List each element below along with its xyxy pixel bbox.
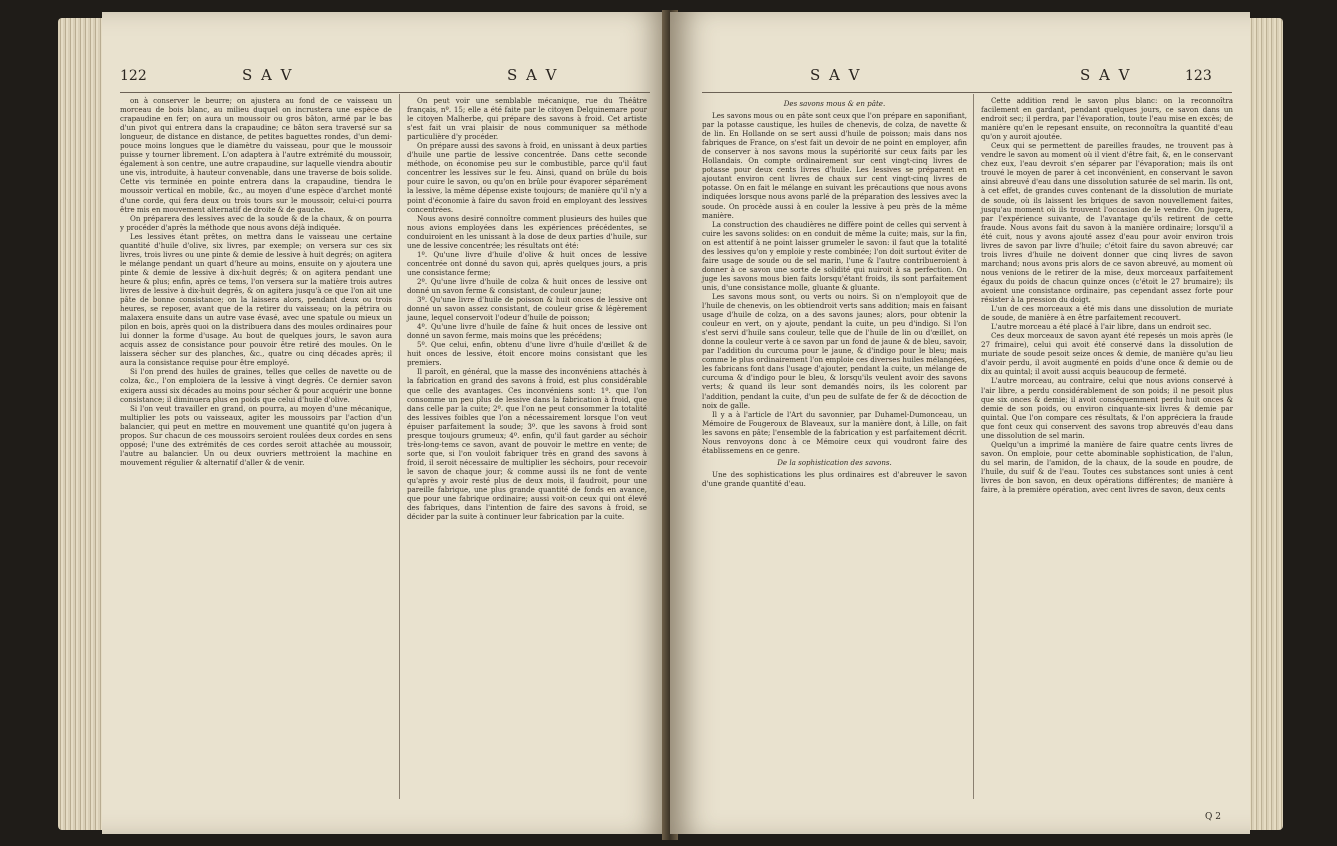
right-page: [670, 12, 1250, 834]
paragraph: On peut voir une semblable mécanique, rue du Théâtre français, nº. 15; elle a été faite par le citoyen Delquinemare pour le citoyen Malherbe, qui prépare des savons à froid. Cet artiste s'est fait un vrai plaisir de nous communiquer sa méthode particulière d'y procéder.: [407, 96, 647, 142]
text-column: [702, 96, 967, 488]
running-head: S A V: [1080, 66, 1132, 84]
paragraph: Il paroît, en général, que la masse des inconvéniens attachés à la fabrication en grand des savons à froid, est plus considérable que celle des avantages. Ces inconvéniens sont: 1º. que l'on consomme un peu plus de lessive dans la fabrication à froid, que dans celle par la cuite; 2º. que l'on ne peut consommer la totalité des lessives foibles que l'on a nécessairement lorsque l'on veut épuiser parfaitement la soude; 3º. que les savons à froid sont presque toujours grumeux; 4º. enfin, qu'il faut garder au séchoir très-long-tems ce savon, avant de pouvoir le mettre en vente; de sorte que, si l'on vouloit fabriquer très en grand des savons à froid, il seroit nécessaire de multiplier les séchoirs, pour recevoir le savon de chaque jour; & comme aussi ils ne font de vente qu'après y avoir resté plus de deux mois, il faudroit, pour une pareille fabrique, une plus grande quantité de fonds en avance, que pour une fabrique ordinaire; aussi voit-on ceux qui ont élevé des fabriques, dans l'intention de faire des savons à froid, se décider par la suite à continuer leur fabrication par la cuite.: [407, 367, 647, 522]
left-page: [102, 12, 670, 834]
running-head: S A V: [507, 66, 559, 84]
paragraph: 4º. Qu'une livre d'huile de faîne & huit onces de lessive ont donné un savon ferme, mais moins que les précédens;: [407, 322, 647, 341]
paragraph: Nous avons desiré connoître comment plusieurs des huiles que nous avions employées dans les expériences précédentes, se conduiroient en les unissant à la dose de deux parties d'huile, sur une de lessive concentrée; les résultats ont été:: [407, 213, 647, 250]
section-heading: Des savons mous & en pâte.: [783, 99, 886, 108]
paragraph: on à conserver le beurre; on ajustera au fond de ce vaisseau un morceau de bois blanc, au milieu duquel on incrustera une espèce de crapaudine en fer; on aura un moussoir ou gros bâton, armé par le bas d'un pivot qui entrera dans la crapaudine; ce bâton sera traversé sur sa longueur, de distance en distance, de petites baguettes rondes, d'un demi-pouce moins longues que le diamètre du vaisseau, pour que le moussoir puisse y tourner librement. L'on adaptera à l'autre extrémité du moussoir, également à son centre, une autre crapaudine, sur laquelle viendra aboutir une vis, introduite, à hauteur convenable, dans une traverse de bois solide. Cette vis terminée en pointe entrera dans la crapaudine, tiendra le moussoir vertical en mobile, &c., au moyen d'une espèce d'archet monté d'une corde, qui fera deux ou trois tours sur le moussoir, celui-ci pourra être mis en mouvement alternatif de droite & de gauche.: [120, 96, 392, 214]
open-book: [58, 10, 1283, 840]
paragraph: 3º. Qu'une livre d'huile de poisson & huit onces de lessive ont donné un savon assez consistant, de couleur grise & légèrement jaune, lequel conservoit l'odeur d'huile de poisson;: [407, 295, 647, 323]
signature-mark: Q 2: [1205, 812, 1221, 822]
section-heading: De la sophistication des savons.: [777, 457, 892, 467]
header-rule: [702, 92, 1232, 93]
paragraph: 5º. Que celui, enfin, obtenu d'une livre d'huile d'œillet & de huit onces de lessive, étoit encore moins consistant que les premiers.: [407, 340, 647, 368]
running-head: S A V: [810, 66, 862, 84]
paragraph: Une des sophistications les plus ordinaires est d'abreuver le savon d'une grande quantité d'eau.: [702, 469, 967, 488]
page-number: 123: [1185, 68, 1212, 84]
text-column: [981, 96, 1233, 494]
page-number: 122: [120, 68, 147, 84]
paragraph: Cette addition rend le savon plus blanc: on la reconnoîtra facilement en gardant, pendant quelques jours, ce savon dans un endroit sec; il perdra, par l'évaporation, toute l'eau mise en excès; de manière qu'en le repesant ensuite, on reconnoîtra la quantité d'eau qu'on y auroit ajoutée.: [981, 96, 1233, 142]
paragraph: Si l'on veut travailler en grand, on pourra, au moyen d'une mécanique, multiplier les pots ou vaisseaux, agiter les moussoirs par l'action d'un balancier, qui peut en mettre en mouvement une quantité qu'on jugera à propos. Sur chacun de ces moussoirs seroient roulées deux cordes en sens opposé; l'une des extrémités de ces cordes seroit attachée au moussoir, l'autre au balancier. Un ou deux ouvriers mettroient la machine en mouvement régulier & alternatif d'aller & de venir.: [120, 403, 392, 467]
text-column: [120, 96, 392, 467]
paragraph: On prépare aussi des savons à froid, en unissant à deux parties d'huile une partie de lessive concentrée. Dans cette seconde méthode, on économise peu sur le combustible, parce qu'il faut concentrer les lessives sur le feu. Ainsi, quand on brûle du bois pour cuire le savon, ou qu'on en brûle pour évaporer séparément la lessive, la même dépense existe toujours; de manière qu'il n'y a point d'économie à faire du savon froid en employant des lessives concentrées.: [407, 141, 647, 214]
paragraph: Quelqu'un a imprimé la manière de faire quatre cents livres de savon. On emploie, pour cette abominable sophistication, de l'alun, du sel marin, de l'amidon, de la chaux, de la soude en poudre, de l'huile, du suif & de l'eau. Toutes ces substances sont unies à cent livres de bon savon, en deux opérations différentes; de manière à faire, à la première opération, avec cent livres de savon, deux cents: [981, 439, 1233, 495]
paragraph: Ces deux morceaux de savon ayant été repesés un mois après (le 27 frimaire), celui qui avoit été conservé dans la dissolution de muriate de soude pesoit seize onces & demie, de manière qu'au lieu d'avoir perdu, il avoit augmenté en poids d'une once & demie ou de dix au quintal; il avoit aussi acquis beaucoup de fermeté.: [981, 331, 1233, 377]
paragraph: Il y a à l'article de l'Art du savonnier, par Duhamel-Dumonceau, un Mémoire de Fougeroux de Blaveaux, sur la manière dont, à Lille, on fait les savons en pâte; l'ensemble de la fabrication y est parfaitement décrit. Nous renvoyons donc à ce Mémoire ceux qui voudront faire des établissemens en ce genre.: [702, 409, 967, 455]
paragraph: Les lessives étant prêtes, on mettra dans le vaisseau une certaine quantité d'huile d'olive, six livres, par exemple; on versera sur ces six livres, trois livres ou une pinte & demie de lessive à huit degrés; on agitera le mélange pendant un quart d'heure au moins, ensuite on y ajoutera une pinte & demie de lessive à dix-huit degrés; & on agitera pendant une heure & plus; enfin, après ce tems, l'on versera sur la matière trois autres livres de lessive à dix-huit degrés, & on agitera jusqu'à ce que l'on ait une pâte de bonne consistance; on la laissera alors, pendant deux ou trois heures, se reposer, avant que de la retirer du vaisseau; on la pétrira ou malaxera ensuite dans un autre vase évasé, avec une spatule ou mieux un pilon en bois, après quoi on la distribuera dans des moules ordinaires pour lui donner la forme d'usage. Au bout de quelques jours, le savon aura acquis assez de consistance pour pouvoir être retiré des moules. On le laissera sécher sur des planches, &c., quatre ou cinq décades après; il aura la consistance requise pour être employé.: [120, 231, 392, 368]
paragraph: La construction des chaudières ne diffère point de celles qui servent à cuire les savons solides: on en conduit de même la cuite; mais, sur la fin, on est attentif à ne point laisser grumeler le savon: il faut que la totalité des lessives qu'on y emploie y reste combinée; l'on doit surtout éviter de faire usage de soude ou de sel marin, l'une & l'autre contribueroient à donner à ce savon une sorte de solidité qui nuiroit à sa perfection. On juge les savons mous bien faits lorsqu'étant froids, ils sont parfaitement unis, d'une consistance molle, gluante & gluante.: [702, 219, 967, 292]
column-rule: [973, 94, 974, 799]
paragraph: L'autre morceau a été placé à l'air libre, dans un endroit sec.: [991, 322, 1212, 332]
running-head: S A V: [242, 66, 294, 84]
page-stack-left: [58, 18, 106, 830]
page-stack-right: [1249, 18, 1283, 830]
paragraph: L'autre morceau, au contraire, celui que nous avions conservé à l'air libre, a perdu considérablement de son poids; il ne pesoit plus que six onces & demie; il avoit conséquemment perdu huit onces & demie de son poids, ou environ cinquante-six livres & demie par quintal. Que l'on compare ces résultats, & l'on appréciera la fraude que font ceux qui conservent des savons trop abreuvés d'eau dans une dissolution de sel marin.: [981, 376, 1233, 440]
paragraph: 1º. Qu'une livre d'huile d'olive & huit onces de lessive concentrée ont donné du savon qui, après quelques jours, a pris une consistance ferme;: [407, 249, 647, 277]
paragraph: L'un de ces morceaux a été mis dans une dissolution de muriate de soude, de manière à en être parfaitement recouvert.: [981, 304, 1233, 323]
paragraph: Ceux qui se permettent de pareilles fraudes, ne trouvent pas à vendre le savon au moment où il vient d'être fait, &, en le conservant chez eux, l'eau devroit s'en séparer par l'évaporation; mais ils ont trouvé le moyen de parer à cet inconvénient, en conservant le savon ainsi abreuvé d'eau dans une dissolution saturée de sel marin. Ils ont, à cet effet, de grandes cuves contenant de la dissolution de muriate de soude, où ils laissent les briques de savon nouvellement faites, jusqu'au moment où ils trouvent l'occasion de le vendre. On jugera, par l'expérience suivante, de l'avantage qu'ils retirent de cette fraude. Nous avons fait du savon à la manière ordinaire; lorsqu'il a été cuit, nous y avons ajouté assez d'eau pour avoir environ trois livres de savon par livre d'huile; c'étoit faire du savon abreuvé; car trois livres d'huile ne doivent donner que cinq livres de savon marchand; nous avons pris alors de ce savon abreuvé, au moment où nous venions de le retirer de la mise, deux morceaux parfaitement égaux du poids de chacun quinze onces (c'étoit le 27 brumaire); ils avoient une consistance ordinaire, pas cependant assez forte pour résister à la pression du doigt.: [981, 141, 1233, 305]
column-rule: [399, 94, 400, 799]
text-column: [407, 96, 647, 521]
paragraph: Si l'on prend des huiles de graines, telles que celles de navette ou de colza, &c., l'on emploiera de la lessive à vingt degrés. Ce dernier savon exigera aussi six décades au moins pour sécher & pour acquérir une bonne consistance; il diminuera plus en poids que celui d'huile d'olive.: [120, 367, 392, 404]
paragraph: On préparera des lessives avec de la soude & de la chaux, & on pourra y procéder d'après la méthode que nous avons déjà indiquée.: [120, 213, 392, 232]
header-rule: [120, 92, 650, 93]
paragraph: 2º. Qu'une livre d'huile de colza & huit onces de lessive ont donné un savon ferme & consistant, de couleur jaune;: [407, 276, 647, 295]
paragraph: Les savons mous sont, ou verts ou noirs. Si on n'employoit que de l'huile de chenevis, on les obtiendroit verts sans addition; mais en faisant usage d'huile de colza, on a des savons jaunes; alors, pour obtenir la couleur en vert, on y ajoute, pendant la cuite, un peu d'indigo. Si l'on s'est servi d'huile sans couleur, telle que de l'huile de lin ou d'œillet, on donne la couleur verte à ce savon par un fond de jaune & de bleu, savoir, par l'addition du curcuma pour le jaune, & d'indigo pour le bleu; mais comme le plus ordinairement l'on emploie ces diverses huiles mélangées, les fabricans font dans l'usage d'ajouter, pendant la cuite, un mélange de curcuma & d'indigo pour le bleu, & lorsqu'ils veulent avoir des savons verts; & quand ils leur sont demandés noirs, ils les colorent par l'addition, pendant la cuite, d'un peu de sulfate de fer & de décoction de noix de galle.: [702, 291, 967, 410]
paragraph: Les savons mous ou en pâte sont ceux que l'on prépare en saponifiant, par la potasse caustique, les huiles de chenevis, de colza, de navette & de lin. En Hollande on se sert aussi d'huile de poisson; mais dans nos fabriques de France, on s'est fait un devoir de ne point en employer, afin de conserver à nos savons mous la supériorité sur ceux faits par les Hollandais. On compte ordinairement sur cent vingt-cinq livres de potasse pour deux cents livres d'huile. Les lessives se préparent en ajoutant environ cent livres de chaux sur cent vingt-cinq livres de potasse. On en fait le mélange en suivant les précautions que nous avons indiquées lorsque nous avons parlé de la préparation des lessives avec la soude. On procède aussi à en couler la lessive à peu près de la même manière.: [702, 111, 967, 220]
